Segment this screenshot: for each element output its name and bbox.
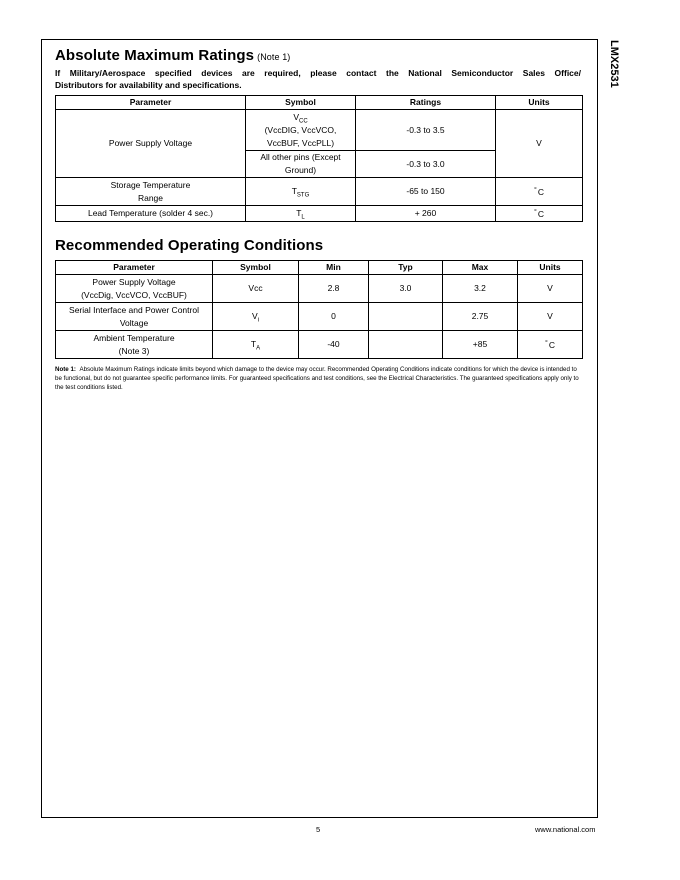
roc-header-units: Units	[518, 261, 583, 275]
lead-temp-rating: + 260	[356, 206, 496, 222]
footnote	[55, 366, 582, 392]
roc-power-param: Power Supply Voltage (VccDig, VccVCO, VccBUF)	[56, 275, 213, 303]
amr-intro	[55, 67, 581, 91]
website-link[interactable]: www.national.com	[535, 825, 596, 834]
vcc-rating: -0.3 to 3.5	[356, 110, 496, 151]
table-row	[56, 331, 583, 359]
amr-header-parameter: Parameter	[56, 96, 246, 110]
roc-ambient-units: °C	[518, 331, 583, 359]
amr-header-units: Units	[496, 96, 583, 110]
power-supply-param: Power Supply Voltage	[56, 110, 246, 178]
table-row	[56, 275, 583, 303]
roc-heading: Recommended Operating Conditions	[55, 237, 324, 254]
amr-title: Absolute Maximum Ratings	[55, 47, 255, 64]
roc-ambient-typ	[369, 331, 443, 359]
roc-header-typ: Typ	[369, 261, 443, 275]
lead-temp-param: Lead Temperature (solder 4 sec.)	[56, 206, 246, 222]
amr-intro-line2: Distributors for availability and specifications.	[55, 80, 242, 90]
power-supply-units: V	[496, 110, 583, 178]
other-pins-rating: -0.3 to 3.0	[356, 151, 496, 178]
roc-header-parameter: Parameter	[56, 261, 213, 275]
roc-ambient-min: -40	[299, 331, 369, 359]
amr-header-ratings: Ratings	[356, 96, 496, 110]
roc-header-row	[56, 261, 583, 275]
roc-header-min: Min	[299, 261, 369, 275]
roc-power-units: V	[518, 275, 583, 303]
roc-ambient-symbol: $T_A$	[213, 331, 299, 359]
page-number: 5	[316, 825, 321, 834]
roc-power-symbol: Vcc	[213, 275, 299, 303]
roc-header-max: Max	[443, 261, 518, 275]
roc-power-min: 2.8	[299, 275, 369, 303]
roc-serial-typ	[369, 303, 443, 331]
roc-serial-param: Serial Interface and Power Control Voltage	[56, 303, 213, 331]
storage-temp-param: Storage Temperature Range	[56, 178, 246, 206]
tl-symbol: $T_L$	[246, 206, 356, 222]
amr-header-row	[56, 96, 583, 110]
tstg-symbol: $T_{STG}$	[246, 178, 356, 206]
roc-serial-max: 2.75	[443, 303, 518, 331]
amr-note-link[interactable]: (Note 1)	[257, 52, 291, 62]
roc-serial-min: 0	[299, 303, 369, 331]
table-row	[56, 303, 583, 331]
storage-temp-rating: -65 to 150	[356, 178, 496, 206]
storage-temp-units: °C	[496, 178, 583, 206]
roc-power-max: 3.2	[443, 275, 518, 303]
vcc-symbol: $V_{CC}$ (VccDIG, VccVCO, VccBUF, VccPLL)	[246, 110, 356, 151]
other-pins-symbol: All other pins (Except Ground)	[246, 151, 356, 178]
part-number-label: LMX2531	[608, 40, 620, 88]
roc-ambient-param: Ambient Temperature (Note 3)	[56, 331, 213, 359]
amr-header-symbol: Symbol	[246, 96, 356, 110]
roc-header-symbol: Symbol	[213, 261, 299, 275]
roc-serial-units: V	[518, 303, 583, 331]
table-row	[56, 206, 583, 222]
amr-table	[55, 95, 583, 222]
table-row	[56, 178, 583, 206]
table-row	[56, 110, 583, 151]
roc-ambient-max: +85	[443, 331, 518, 359]
footnote-label: Note 1:	[55, 366, 76, 373]
amr-intro-line1: If Military/Aerospace specified devices are required, please contact the National Semiconductor Sales Office/	[55, 68, 581, 78]
footnote-text: Absolute Maximum Ratings indicate limits beyond which damage to the device may occur. Recommended Operating Conditions indicate conditions for which the device is intended to be functional, but do not guarantee specific performance limits. For guaranteed specifications and test conditions, see the Electrical Characteristics. The guaranteed specifications apply only to the test conditions listed.	[55, 366, 579, 391]
roc-power-typ: 3.0	[369, 275, 443, 303]
amr-heading	[55, 47, 290, 64]
roc-serial-symbol: $V_i$	[213, 303, 299, 331]
roc-table	[55, 260, 583, 359]
lead-temp-units: °C	[496, 206, 583, 222]
